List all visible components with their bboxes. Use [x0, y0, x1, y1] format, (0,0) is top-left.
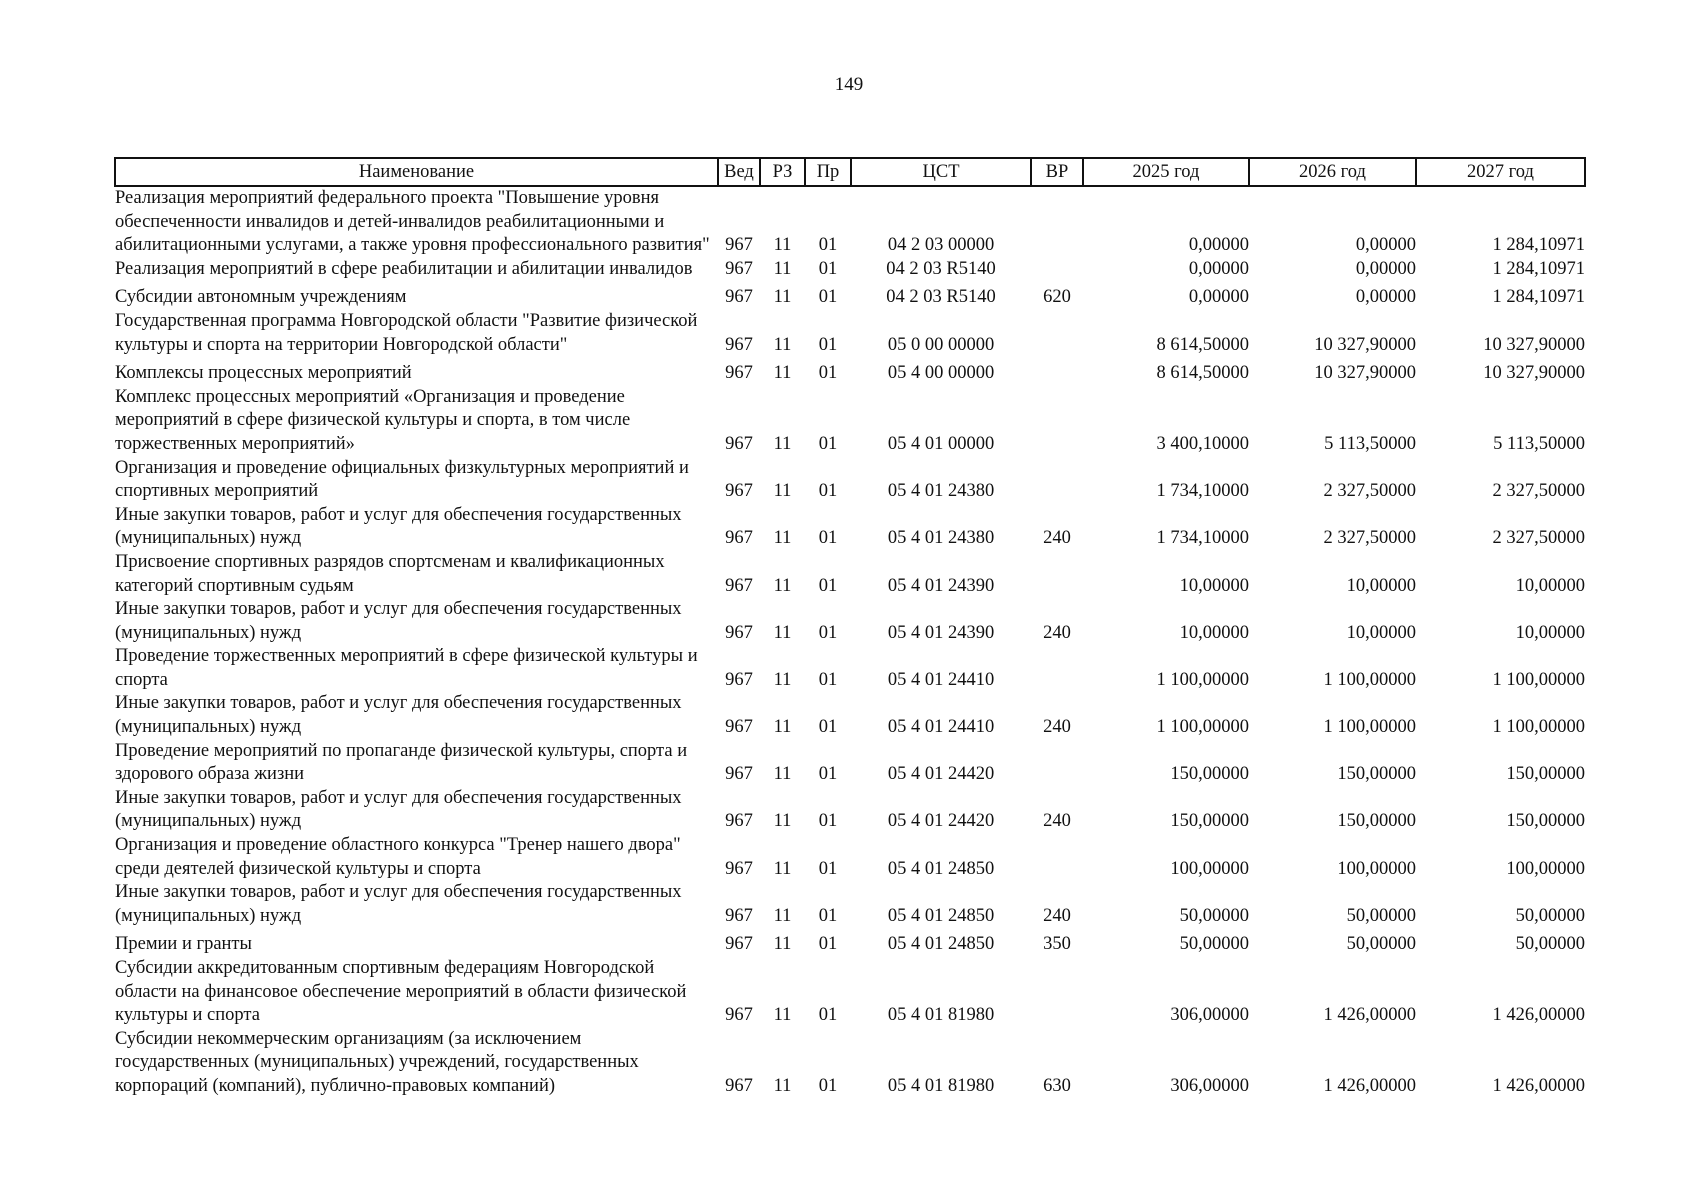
- cell-rz: 11: [773, 905, 792, 926]
- cell-name: Комплексы процессных мероприятий: [115, 363, 412, 384]
- header-cst: ЦСТ: [851, 158, 1031, 186]
- table-body: [115, 186, 1585, 1099]
- table-row: [115, 386, 1585, 457]
- cell-name: Иные закупки товаров, работ и услуг для обеспечения государственных (муниципальных) нужд: [115, 693, 682, 738]
- cell-2025: 306,00000: [1170, 1005, 1249, 1026]
- cell-rz: 11: [773, 764, 792, 785]
- cell-rz: 11: [773, 858, 792, 879]
- cell-2027: 150,00000: [1506, 764, 1585, 785]
- cell-ved: 967: [725, 764, 753, 785]
- cell-pr: 01: [818, 235, 838, 256]
- cell-rz: 11: [773, 811, 792, 832]
- cell-vr: [1031, 834, 1083, 881]
- cell-name: Иные закупки товаров, работ и услуг для обеспечения государственных (муниципальных) нужд: [115, 787, 682, 832]
- cell-vr: [1031, 457, 1083, 504]
- cell-2027: 2 327,50000: [1492, 481, 1585, 502]
- cell-vr: [1031, 957, 1083, 1028]
- cell-cst: 05 4 01 24410: [887, 717, 995, 738]
- cell-2025: 1 100,00000: [1156, 717, 1249, 738]
- cell-ved: 967: [725, 334, 753, 355]
- table-row: [115, 551, 1585, 598]
- cell-cst: 05 4 01 24380: [887, 528, 995, 549]
- cell-cst: 05 4 01 24850: [887, 905, 995, 926]
- cell-pr: 01: [818, 287, 838, 308]
- cell-rz: 11: [773, 717, 792, 738]
- cell-cst: 05 4 01 24390: [887, 575, 995, 596]
- header-2026: 2026 год: [1249, 158, 1416, 186]
- cell-rz: 11: [773, 575, 792, 596]
- cell-name: Присвоение спортивных разрядов спортсменам и квалификационных категорий спортивным судьям: [115, 551, 665, 596]
- cell-2026: 1 100,00000: [1323, 717, 1416, 738]
- cell-pr: 01: [818, 1005, 838, 1026]
- cell-pr: 01: [818, 717, 838, 738]
- cell-2026: 100,00000: [1337, 858, 1416, 879]
- cell-2025: 0,00000: [1188, 287, 1249, 308]
- cell-2026: 10,00000: [1346, 622, 1416, 643]
- cell-2025: 10,00000: [1179, 622, 1249, 643]
- cell-cst: 05 4 01 81980: [887, 1075, 995, 1096]
- cell-vr: [1031, 258, 1083, 282]
- cell-2026: 1 100,00000: [1323, 669, 1416, 690]
- cell-rz: 11: [773, 934, 792, 955]
- cell-ved: 967: [725, 1005, 753, 1026]
- cell-name: Реализация мероприятий федерального проекта "Повышение уровня обеспеченности инвалидов и детей-инвалидов реабилитационными и абилитационными услугами, а также уровня профессионального развития": [115, 188, 710, 256]
- cell-ved: 967: [725, 858, 753, 879]
- cell-vr: 630: [1043, 1075, 1071, 1096]
- cell-2026: 10 327,90000: [1314, 363, 1416, 384]
- cell-2026: 2 327,50000: [1323, 528, 1416, 549]
- table-row: [115, 957, 1585, 1028]
- cell-rz: 11: [773, 669, 792, 690]
- cell-2027: 1 284,10971: [1492, 235, 1585, 256]
- header-ved: Вед: [718, 158, 760, 186]
- cell-cst: 05 4 01 24410: [887, 669, 995, 690]
- cell-2026: 50,00000: [1346, 934, 1416, 955]
- cell-pr: 01: [818, 764, 838, 785]
- cell-2026: 5 113,50000: [1324, 433, 1416, 454]
- cell-2025: 0,00000: [1188, 258, 1249, 279]
- cell-2027: 10 327,90000: [1483, 334, 1585, 355]
- cell-vr: 240: [1043, 717, 1071, 738]
- cell-ved: 967: [725, 811, 753, 832]
- cell-pr: 01: [818, 1075, 838, 1096]
- table-row: [115, 310, 1585, 357]
- table-row: [115, 928, 1585, 957]
- cell-2025: 3 400,10000: [1156, 433, 1249, 454]
- cell-2027: 10,00000: [1515, 622, 1585, 643]
- cell-pr: 01: [818, 622, 838, 643]
- cell-2025: 100,00000: [1170, 858, 1249, 879]
- cell-cst: 05 4 01 00000: [887, 433, 995, 454]
- cell-rz: 11: [773, 258, 792, 279]
- table-row: [115, 692, 1585, 739]
- cell-vr: [1031, 645, 1083, 692]
- table-row: [115, 740, 1585, 787]
- page-number: 149: [834, 74, 864, 95]
- cell-2025: 8 614,50000: [1156, 363, 1249, 384]
- table-row: [115, 598, 1585, 645]
- header-name: Наименование: [115, 158, 718, 186]
- cell-rz: 11: [773, 1075, 792, 1096]
- cell-name: Премии и гранты: [115, 934, 252, 955]
- cell-2026: 1 426,00000: [1323, 1075, 1416, 1096]
- cell-ved: 967: [725, 622, 753, 643]
- cell-name: Субсидии автономным учреждениям: [115, 287, 407, 308]
- cell-pr: 01: [818, 811, 838, 832]
- cell-rz: 11: [773, 363, 792, 384]
- cell-2027: 1 284,10971: [1492, 258, 1585, 279]
- cell-cst: 05 4 01 81980: [887, 1005, 995, 1026]
- cell-rz: 11: [773, 235, 792, 256]
- cell-name: Субсидии некоммерческим организациям (за исключением государственных (муниципальных) учреждений, государственных корпораций (компаний), публично-правовых компаний): [115, 1028, 639, 1096]
- cell-name: Государственная программа Новгородской области "Развитие физической культуры и спорта на территории Новгородской области": [115, 310, 698, 355]
- cell-ved: 967: [725, 669, 753, 690]
- cell-pr: 01: [818, 934, 838, 955]
- cell-pr: 01: [818, 528, 838, 549]
- cell-cst: 05 4 01 24420: [887, 811, 995, 832]
- cell-2026: 0,00000: [1355, 235, 1416, 256]
- cell-pr: 01: [818, 363, 838, 384]
- cell-name: Проведение торжественных мероприятий в сфере физической культуры и спорта: [115, 646, 698, 690]
- cell-ved: 967: [725, 287, 753, 308]
- table-header: [115, 158, 1585, 186]
- cell-name: Субсидии аккредитованным спортивным федерациям Новгородской области на финансовое обеспечение мероприятий в области физической культуры и спорта: [115, 958, 687, 1026]
- cell-vr: [1031, 186, 1083, 258]
- cell-pr: 01: [818, 334, 838, 355]
- table-row: [115, 457, 1585, 504]
- cell-2026: 50,00000: [1346, 905, 1416, 926]
- cell-name: Иные закупки товаров, работ и услуг для обеспечения государственных (муниципальных) нужд: [115, 504, 682, 549]
- cell-2026: 0,00000: [1355, 287, 1416, 308]
- cell-2025: 150,00000: [1170, 764, 1249, 785]
- table-row: [115, 357, 1585, 386]
- cell-cst: 04 2 03 00000: [887, 235, 995, 256]
- cell-2026: 0,00000: [1355, 258, 1416, 279]
- cell-cst: 05 4 01 24390: [887, 622, 995, 643]
- cell-rz: 11: [773, 528, 792, 549]
- cell-rz: 11: [773, 433, 792, 454]
- cell-cst: 04 2 03 R5140: [886, 258, 996, 279]
- cell-vr: 240: [1043, 905, 1071, 926]
- cell-cst: 05 4 01 24380: [887, 481, 995, 502]
- budget-table: [114, 157, 1586, 1099]
- header-2027: 2027 год: [1416, 158, 1585, 186]
- cell-ved: 967: [725, 1075, 753, 1096]
- header-pr: Пр: [805, 158, 851, 186]
- cell-cst: 05 4 01 24850: [887, 858, 995, 879]
- cell-name: Реализация мероприятий в сфере реабилитации и абилитации инвалидов: [115, 258, 693, 279]
- cell-2027: 150,00000: [1506, 811, 1585, 832]
- table-row: [115, 645, 1585, 692]
- cell-name: Организация и проведение областного конкурса "Тренер нашего двора" среди деятелей физической культуры и спорта: [115, 835, 681, 879]
- cell-rz: 11: [773, 1005, 792, 1026]
- cell-2025: 0,00000: [1188, 235, 1249, 256]
- cell-ved: 967: [725, 258, 753, 279]
- cell-2027: 100,00000: [1506, 858, 1585, 879]
- cell-pr: 01: [818, 669, 838, 690]
- table-row: [115, 881, 1585, 928]
- cell-vr: [1031, 357, 1083, 386]
- table-row: [115, 787, 1585, 834]
- cell-name: Организация и проведение официальных физкультурных мероприятий и спортивных мероприятий: [115, 457, 689, 502]
- cell-vr: [1031, 310, 1083, 357]
- cell-cst: 05 4 01 24420: [887, 764, 995, 785]
- table-row: [115, 258, 1585, 282]
- cell-name: Комплекс процессных мероприятий «Организация и проведение мероприятий в сфере физической культуры и спорта, в том числе торжественных мероприятий»: [115, 386, 631, 454]
- cell-2027: 2 327,50000: [1492, 528, 1585, 549]
- cell-pr: 01: [818, 481, 838, 502]
- table-row: [115, 281, 1585, 310]
- cell-2025: 8 614,50000: [1156, 334, 1249, 355]
- cell-2027: 50,00000: [1515, 905, 1585, 926]
- cell-2026: 150,00000: [1337, 764, 1416, 785]
- cell-2027: 1 426,00000: [1492, 1075, 1585, 1096]
- cell-vr: [1031, 551, 1083, 598]
- cell-2025: 1 100,00000: [1156, 669, 1249, 690]
- cell-2027: 10,00000: [1515, 575, 1585, 596]
- cell-2025: 1 734,10000: [1156, 528, 1249, 549]
- table-row: [115, 834, 1585, 881]
- cell-ved: 967: [725, 528, 753, 549]
- cell-2025: 1 734,10000: [1156, 481, 1249, 502]
- cell-2025: 306,00000: [1170, 1075, 1249, 1096]
- cell-vr: [1031, 386, 1083, 457]
- header-2025: 2025 год: [1083, 158, 1249, 186]
- cell-pr: 01: [818, 575, 838, 596]
- cell-vr: 240: [1043, 528, 1071, 549]
- cell-name: Проведение мероприятий по пропаганде физической культуры, спорта и здорового образа жизни: [115, 740, 688, 785]
- cell-vr: 620: [1043, 287, 1071, 308]
- cell-pr: 01: [818, 858, 838, 879]
- cell-2025: 10,00000: [1179, 575, 1249, 596]
- cell-2027: 1 100,00000: [1492, 717, 1585, 738]
- header-vr: ВР: [1031, 158, 1083, 186]
- cell-2027: 1 426,00000: [1492, 1005, 1585, 1026]
- table-row: [115, 1028, 1585, 1099]
- cell-2027: 1 100,00000: [1492, 669, 1585, 690]
- cell-2027: 5 113,50000: [1493, 433, 1585, 454]
- cell-cst: 05 4 01 24850: [887, 934, 995, 955]
- cell-ved: 967: [725, 934, 753, 955]
- cell-pr: 01: [818, 258, 838, 279]
- cell-2026: 2 327,50000: [1323, 481, 1416, 502]
- cell-ved: 967: [725, 905, 753, 926]
- cell-ved: 967: [725, 433, 753, 454]
- cell-pr: 01: [818, 433, 838, 454]
- cell-2026: 150,00000: [1337, 811, 1416, 832]
- table-row: [115, 186, 1585, 258]
- cell-ved: 967: [725, 575, 753, 596]
- cell-ved: 967: [725, 235, 753, 256]
- cell-2025: 50,00000: [1179, 905, 1249, 926]
- cell-rz: 11: [773, 481, 792, 502]
- cell-rz: 11: [773, 622, 792, 643]
- cell-ved: 967: [725, 717, 753, 738]
- cell-rz: 11: [773, 334, 792, 355]
- cell-cst: 05 0 00 00000: [887, 334, 995, 355]
- cell-vr: 350: [1043, 934, 1071, 955]
- cell-2027: 1 284,10971: [1492, 287, 1585, 308]
- cell-rz: 11: [773, 287, 792, 308]
- cell-2026: 10 327,90000: [1314, 334, 1416, 355]
- cell-pr: 01: [818, 905, 838, 926]
- table-row: [115, 504, 1585, 551]
- cell-2026: 1 426,00000: [1323, 1005, 1416, 1026]
- cell-cst: 04 2 03 R5140: [886, 287, 996, 308]
- cell-2027: 10 327,90000: [1483, 363, 1585, 384]
- cell-vr: 240: [1043, 811, 1071, 832]
- cell-vr: 240: [1043, 622, 1071, 643]
- cell-name: Иные закупки товаров, работ и услуг для обеспечения государственных (муниципальных) нужд: [115, 882, 682, 926]
- cell-2026: 10,00000: [1346, 575, 1416, 596]
- cell-ved: 967: [725, 481, 753, 502]
- cell-cst: 05 4 00 00000: [887, 363, 995, 384]
- header-rz: РЗ: [760, 158, 805, 186]
- cell-vr: [1031, 740, 1083, 787]
- cell-name: Иные закупки товаров, работ и услуг для обеспечения государственных (муниципальных) нужд: [115, 599, 682, 643]
- cell-2025: 150,00000: [1170, 811, 1249, 832]
- cell-2025: 50,00000: [1179, 934, 1249, 955]
- cell-2027: 50,00000: [1515, 934, 1585, 955]
- cell-ved: 967: [725, 363, 753, 384]
